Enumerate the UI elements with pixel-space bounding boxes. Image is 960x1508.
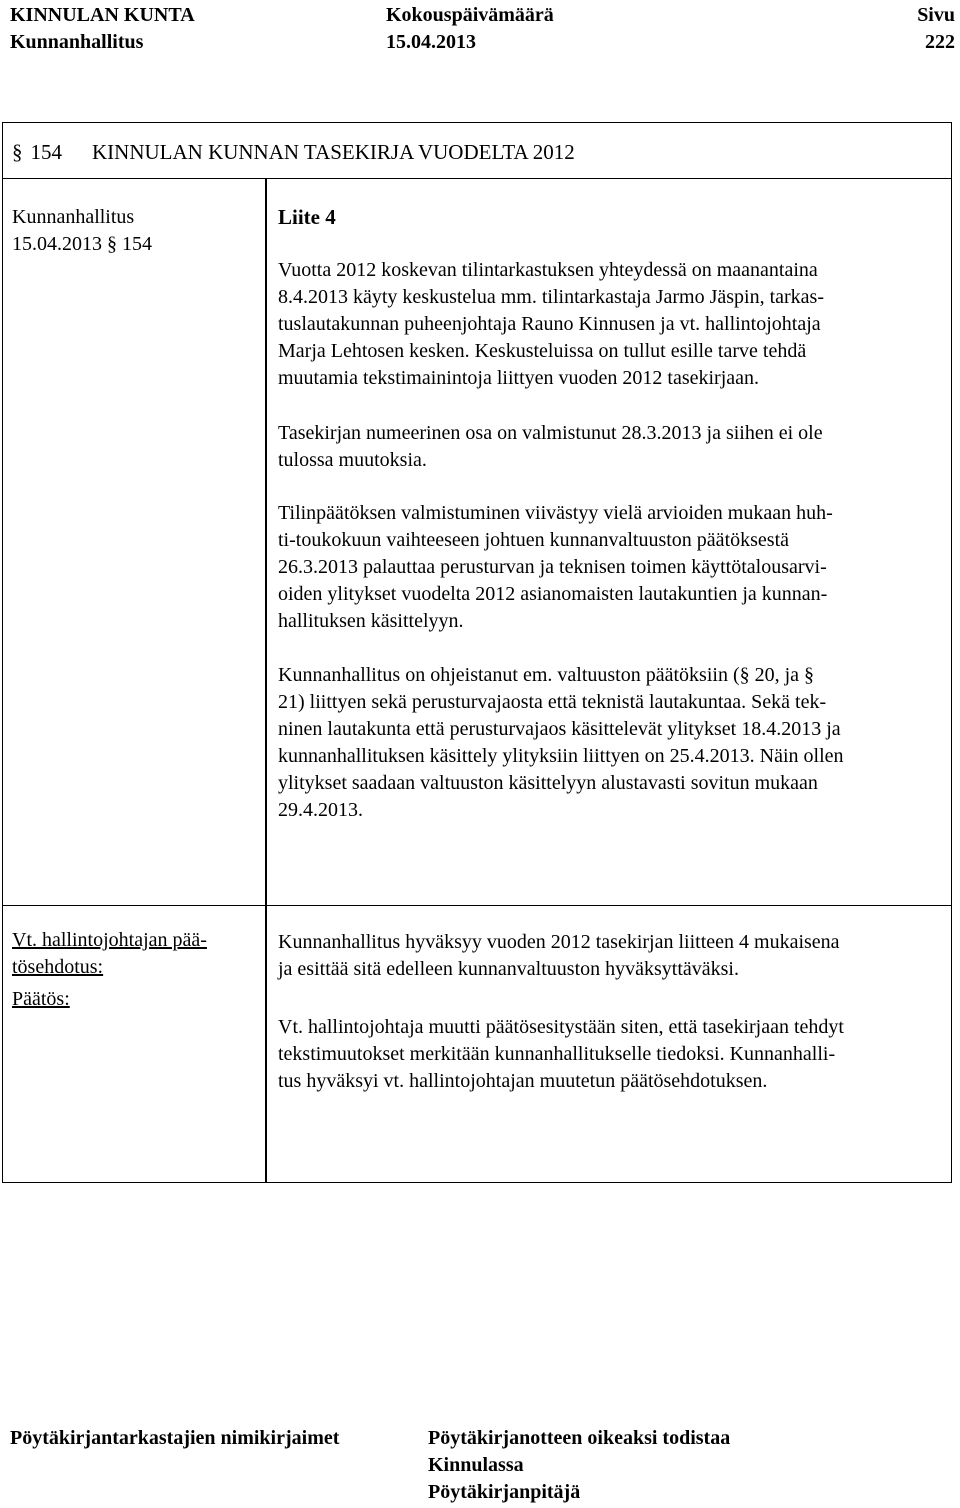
header-date: 15.04.2013	[386, 31, 476, 53]
decision-label: Päätös:	[12, 988, 70, 1010]
paragraph-line: oiden ylitykset vuodelta 2012 asianomaisten lautakuntien ja kunnan-	[278, 583, 828, 605]
paragraph-line: 8.4.2013 käyty keskustelua mm. tilintarkastaja Jarmo Jäspin, tarkas-	[278, 286, 824, 308]
paragraph-line: ylitykset saadaan valtuuston käsittelyyn alustavasti sovitun mukaan	[278, 772, 818, 794]
footer-place: Kinnulassa	[428, 1454, 524, 1476]
footer-initials-label: Pöytäkirjantarkastajien nimikirjaimet	[10, 1427, 340, 1449]
paragraph-4	[278, 662, 948, 824]
decision-line: Vt. hallintojohtaja muutti päätösesitystään siten, että tasekirjaan tehdyt	[278, 1016, 844, 1038]
page-header	[10, 2, 955, 56]
paragraph-1	[278, 257, 948, 392]
header-row-1	[10, 2, 955, 29]
decision-text	[278, 1014, 948, 1095]
section-number: 154	[30, 140, 62, 164]
attachment-heading: Liite 4	[278, 205, 336, 229]
sidebar-body: Kunnanhallitus	[12, 206, 135, 228]
section-symbol: §	[12, 140, 23, 164]
proposal-label	[12, 927, 207, 981]
header-date-label: Kokouspäivämäärä	[386, 4, 554, 26]
header-body: Kunnanhallitus	[10, 31, 144, 53]
decision-line: tekstimuutokset merkitään kunnanhallitukselle tiedoksi. Kunnanhalli-	[278, 1043, 836, 1065]
paragraph-line: 29.4.2013.	[278, 799, 363, 821]
paragraph-2	[278, 420, 948, 474]
proposal-label-line-2: tösehdotus:	[12, 956, 104, 978]
paragraph-line: kunnanhallituksen käsittely ylityksiin liittyen on 25.4.2013. Näin ollen	[278, 745, 844, 767]
section-title	[12, 122, 575, 181]
header-page-label: Sivu	[917, 4, 955, 26]
sidebar-number: 154	[122, 233, 152, 255]
footer-certification	[428, 1425, 730, 1506]
proposal-line: ja esittää sitä edelleen kunnanvaltuuston hyväksyttäväksi.	[278, 958, 739, 980]
sidebar-symbol: §	[107, 233, 117, 255]
footer-keeper: Pöytäkirjanpitäjä	[428, 1481, 581, 1503]
content-divider	[265, 178, 267, 906]
paragraph-line: ti-toukokuun vaihteeseen johtuen kunnanvaltuuston päätöksestä	[278, 529, 789, 551]
decision-line: tus hyväksyi vt. hallintojohtajan muutetun päätösehdotuksen.	[278, 1070, 768, 1092]
proposal-text	[278, 929, 948, 983]
proposal-label-line-1: Vt. hallintojohtajan pää-	[12, 929, 207, 951]
paragraph-line: Marja Lehtosen kesken. Keskusteluissa on tullut esille tarve tehdä	[278, 340, 807, 362]
header-row-2	[10, 29, 955, 56]
paragraph-line: tulossa muutoksia.	[278, 449, 427, 471]
paragraph-line: tuslautakunnan puheenjohtaja Rauno Kinnusen ja vt. hallintojohtaja	[278, 313, 821, 335]
sidebar-date: 15.04.2013	[12, 233, 102, 255]
paragraph-line: ninen lautakunta että perusturvajaos käsittelevät ylitykset 18.4.2013 ja	[278, 718, 841, 740]
paragraph-line: Tasekirjan numeerinen osa on valmistunut 28.3.2013 ja siihen ei ole	[278, 422, 823, 444]
header-org: KINNULAN KUNTA	[10, 4, 195, 26]
sidebar-ref-line	[12, 231, 152, 258]
paragraph-line: 26.3.2013 palauttaa perusturvan ja teknisen toimen käyttötalousarvi-	[278, 556, 827, 578]
paragraph-line: 21) liittyen sekä perusturvajaosta että teknistä lautakuntaa. Sekä tek-	[278, 691, 827, 713]
paragraph-3	[278, 500, 948, 635]
footer-certify-label: Pöytäkirjanotteen oikeaksi todistaa	[428, 1427, 731, 1449]
paragraph-line: Tilinpäätöksen valmistuminen viivästyy vielä arvioiden mukaan huh-	[278, 502, 833, 524]
paragraph-line: Kunnanhallitus on ohjeistanut em. valtuuston päätöksiin (§ 20, ja §	[278, 664, 815, 686]
sidebar-reference	[12, 204, 152, 258]
paragraph-line: Vuotta 2012 koskevan tilintarkastuksen yhteydessä on maanantaina	[278, 259, 818, 281]
proposal-line: Kunnanhallitus hyväksyy vuoden 2012 tasekirjan liitteen 4 mukaisena	[278, 931, 840, 953]
paragraph-line: hallituksen käsittelyyn.	[278, 610, 464, 632]
section-title-text: KINNULAN KUNNAN TASEKIRJA VUODELTA 2012	[92, 140, 575, 164]
decision-divider	[265, 905, 267, 1183]
header-page-number: 222	[925, 31, 955, 53]
paragraph-line: muutamia tekstimainintoja liittyen vuoden 2012 tasekirjaan.	[278, 367, 760, 389]
